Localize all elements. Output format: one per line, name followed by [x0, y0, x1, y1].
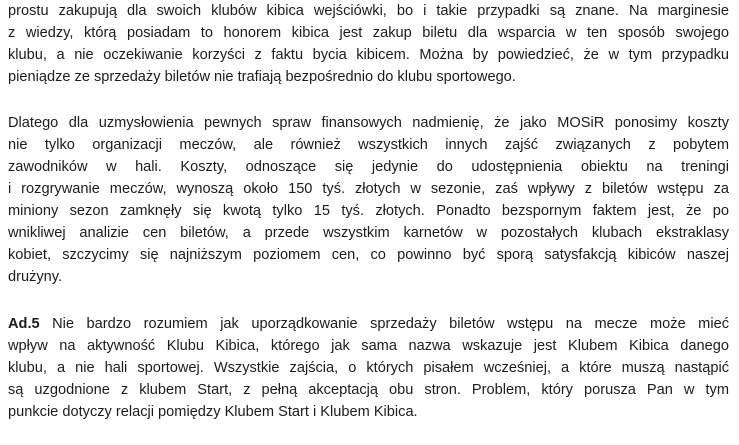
text-line: punkcie dotyczy relacji pomiędzy Klubem Start i Klubem Kibica. — [8, 404, 418, 420]
text-line: drużyny. — [8, 269, 63, 285]
text-line: miniony sezon zamknęły się kwotą tylko 15 tyś. złotych. Ponadto bezspornym faktem jest, że po — [8, 203, 729, 219]
text-line: nie tylko organizacji meczów, ale również wszystkich innych zajść związanych z pobytem — [8, 137, 729, 153]
text-line: wpływ na aktywność Klubu Kibica, którego jak sama nazwa wskazuje jest Klubem Kibica danego — [8, 338, 729, 354]
text-line-rest: Nie bardzo rozumiem jak uporządkowanie sprzedaży biletów wstępu na mecze może mieć — [39, 316, 729, 332]
text-line: z wiedzy, którą posiadam to honorem kibica jest zakup biletu dla wsparcia w ten sposób swojego — [8, 25, 729, 41]
text-line: wnikliwej analizie cen biletów, a przede wszystkim karnetów w pozostałych klubach ekstraklasy — [8, 225, 729, 241]
paragraph-1 — [8, 0, 729, 88]
text-line: pieniądze ze sprzedaży biletów nie trafiają bezpośrednio do klubu sportowego. — [8, 69, 516, 85]
text-line: klubu, a nie oczekiwanie korzyści z faktu bycia kibicem. Można by powiedzieć, że w tym przypadku — [8, 47, 729, 63]
paragraph-2 — [8, 112, 729, 288]
text-line — [8, 313, 729, 335]
text-line: kobiet, szczycimy się najniższym poziomem cen, co powinno być sporą satysfakcją kibiców naszej — [8, 247, 729, 263]
text-line: Dlatego dla uzmysłowienia pewnych spraw finansowych nadmienię, że jako MOSiR ponosimy koszty — [8, 115, 729, 131]
text-line: klubu, a nie hali sportowej. Wszystkie zajścia, o których pisałem wcześniej, a które muszą nastąpić — [8, 360, 729, 376]
section-heading: Ad.5 — [8, 316, 40, 332]
paragraph-3 — [8, 313, 729, 423]
text-line: i rozgrywanie meczów, wynoszą około 150 tyś. złotych w sezonie, zaś wpływy z biletów wstępu za — [8, 181, 729, 197]
text-line: zawodników w hali. Koszty, odnoszące się jedynie do udostępnienia obiektu na treningi — [8, 159, 729, 175]
text-line: są uzgodnione z klubem Start, z pełną akceptacją obu stron. Problem, który porusza Pan w tym — [8, 382, 729, 398]
text-line: prostu zakupują dla swoich klubów kibica wejściówki, bo i takie przypadki są znane. Na marginesie — [8, 3, 729, 19]
